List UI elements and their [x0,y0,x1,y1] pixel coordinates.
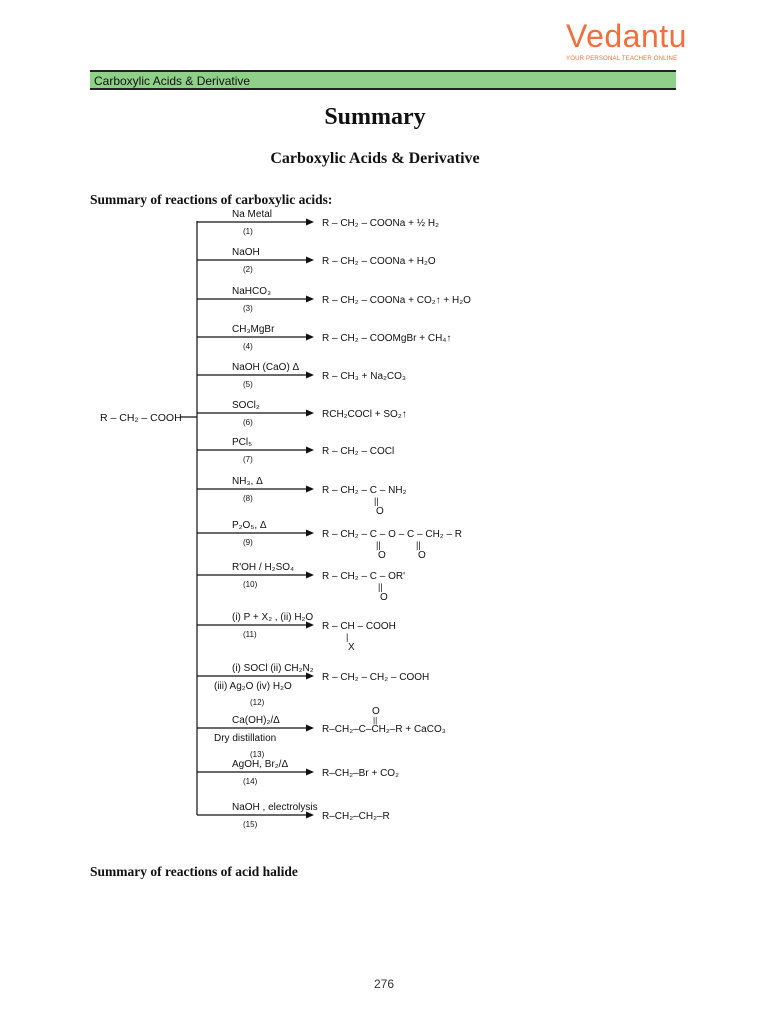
reaction-product-14: R–CH₂–Br + CO₂ [322,768,399,779]
reaction-arrow-head-1 [306,219,314,226]
page-number: 276 [373,977,395,991]
logo-wordmark: Vedantu [566,18,687,54]
reaction-product-12: R – CH₂ – CH₂ – COOH [322,672,430,683]
reaction-product-carbonyl-bond-13: || [373,716,378,725]
reaction-arrow-head-7 [306,447,314,454]
reaction-reagent-9: P₂O₅, Δ [232,520,267,531]
reaction-product-substituent-10-1: || [378,582,383,592]
reaction-arrow-head-5 [306,372,314,379]
reaction-reagent-10: R'OH / H₂SO₄ [232,562,295,573]
reaction-number-13: (13) [250,750,265,759]
reaction-product-substituent-9-2: O [378,550,386,561]
reaction-number-4: (4) [243,342,253,351]
reaction-reagent-8: NH₃, Δ [232,476,263,487]
section-heading-acid-halide: Summary of reactions of acid halide [90,864,298,879]
reaction-number-8: (8) [243,494,253,503]
reaction-product-substituent-11-1: | [346,632,349,642]
reaction-product-15: R–CH₂–CH₂–R [322,811,390,822]
reaction-arrow-head-14 [306,769,314,776]
reaction-number-6: (6) [243,418,253,427]
reaction-arrow-head-4 [306,334,314,341]
reaction-product-4: R – CH₂ – COOMgBr + CH₄↑ [322,333,452,344]
reaction-product-3: R – CH₂ – COONa + CO₂↑ + H₂O [322,295,471,306]
reaction-number-9: (9) [243,538,253,547]
reaction-arrow-head-10 [306,572,314,579]
reaction-product-9: R – CH₂ – C – O – C – CH₂ – R [322,529,463,540]
reaction-arrow-head-6 [306,410,314,417]
reaction-arrow-head-3 [306,296,314,303]
reaction-arrow-head-13 [306,725,314,732]
reaction-product-8: R – CH₂ – C – NH₂ [322,485,407,496]
reaction-number-2: (2) [243,265,253,274]
reaction-number-3: (3) [243,304,253,313]
reaction-reagent-6: SOCl₂ [232,400,260,411]
reaction-reagent-secondary-12: (iii) Ag₂O (iv) H₂O [214,681,292,692]
reaction-product-5: R – CH₃ + Na₂CO₃ [322,371,406,382]
reaction-number-5: (5) [243,380,253,389]
reaction-arrow-head-9 [306,530,314,537]
reaction-branches [197,209,471,829]
reaction-reagent-13: Ca(OH)₂/Δ [232,715,280,726]
reaction-arrow-head-2 [306,257,314,264]
reaction-product-1: R – CH₂ – COONa + ½ H₂ [322,218,439,229]
reaction-product-substituent-10-2: O [380,592,388,603]
reaction-product-2: R – CH₂ – COONa + H₂O [322,256,436,267]
reaction-product-substituent-9-4: O [418,550,426,561]
reaction-product-6: RCH₂COCl + SO₂↑ [322,409,407,420]
reaction-product-substituent-8-2: O [376,506,384,517]
reaction-reagent-2: NaOH [232,247,260,258]
reaction-product-substituent-9-3: || [416,540,421,550]
reaction-product-13: R–CH₂–C–CH₂–R + CaCO₃ [322,724,446,735]
reaction-product-7: R – CH₂ – COCl [322,446,395,457]
reaction-product-substituent-9-1: || [376,540,381,550]
reaction-product-11: R – CH – COOH [322,621,396,632]
reaction-product-substituent-11-2: X [348,642,355,653]
reaction-product-carbonyl-oxygen-13: O [372,706,380,717]
reaction-number-7: (7) [243,455,253,464]
logo-tagline: YOUR PERSONAL TEACHER ONLINE [566,56,678,62]
page-subtitle: Carboxylic Acids & Derivative [270,150,480,167]
reactant-label: R – CH₂ – COOH [100,412,182,424]
reaction-reagent-14: AgOH, Br₂/Δ [232,759,289,770]
reaction-reagent-secondary-13: Dry distillation [214,733,277,744]
reaction-number-10: (10) [243,580,258,589]
reaction-number-11: (11) [243,630,257,639]
reaction-reagent-5: NaOH (CaO) Δ [232,362,300,373]
reaction-reagent-1: Na Metal [232,209,273,220]
chapter-header-text: Carboxylic Acids & Derivative [94,74,251,88]
reaction-reagent-11: (i) P + X₂ , (ii) H₂O [232,612,314,623]
reaction-reagent-3: NaHCO₃ [232,286,272,297]
reaction-number-1: (1) [243,227,253,236]
reaction-reagent-15: NaOH , electrolysis [232,802,318,813]
reaction-number-14: (14) [243,777,258,786]
reaction-number-15: (15) [243,820,258,829]
reaction-arrow-head-8 [306,486,314,493]
page-title: Summary [324,104,426,130]
reaction-product-10: R – CH₂ – C – OR' [322,571,406,582]
section-heading-carboxylic: Summary of reactions of carboxylic acids: [90,192,333,207]
reaction-reagent-4: CH₃MgBr [232,324,275,335]
reaction-reagent-7: PCl₅ [232,437,253,448]
reaction-product-substituent-8-1: || [374,496,379,506]
reaction-reagent-12: (i) SOCl (ii) CH₂N₂ [232,663,314,674]
reaction-number-12: (12) [250,698,265,707]
